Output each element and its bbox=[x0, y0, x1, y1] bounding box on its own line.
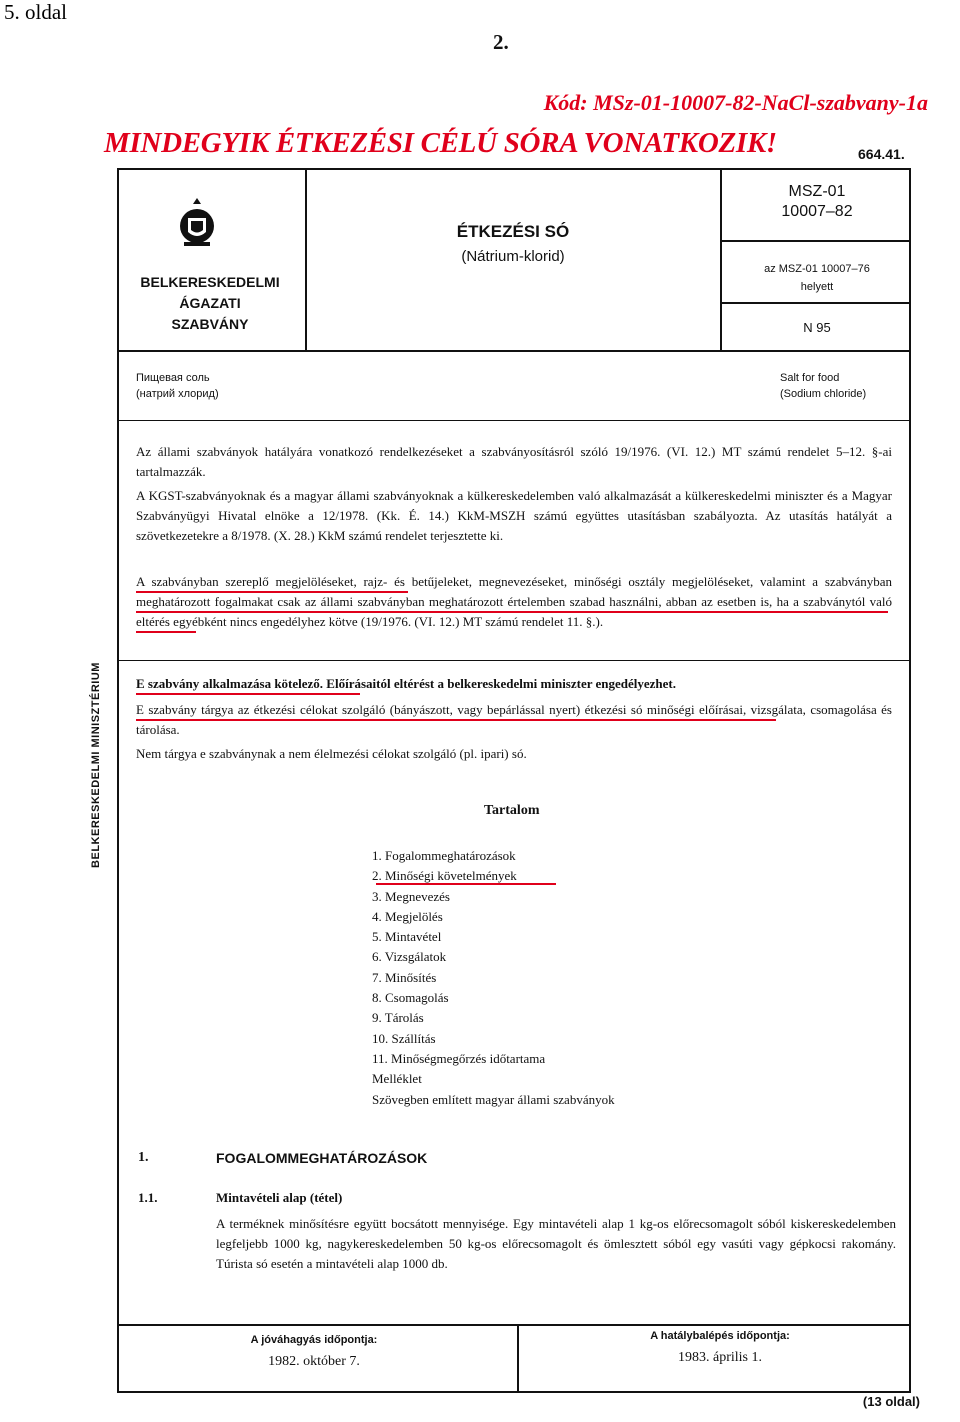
table-of-contents bbox=[372, 846, 615, 1110]
english-title-line-2: (Sodium chloride) bbox=[780, 388, 867, 400]
standard-number-line-1: MSZ-01 bbox=[788, 183, 846, 200]
page-count: (13 oldal) bbox=[862, 1394, 920, 1409]
toc-item: 9. Tárolás bbox=[372, 1010, 424, 1026]
classification-code: N 95 bbox=[803, 320, 831, 335]
header-divider-right bbox=[720, 168, 722, 352]
english-title bbox=[780, 370, 866, 402]
subsection-number: 1.1. bbox=[138, 1190, 158, 1205]
standard-title bbox=[306, 222, 720, 265]
effective-date: 1983. április 1. bbox=[678, 1350, 762, 1365]
title-separator bbox=[117, 420, 911, 421]
toc-item: 7. Minősítés bbox=[372, 969, 437, 985]
red-underline bbox=[136, 693, 360, 695]
replaces-line-2: helyett bbox=[800, 281, 834, 293]
section-title: FOGALOMMEGHATÁROZÁSOK bbox=[216, 1150, 428, 1166]
effective-label: A hatálybalépés időpontja: bbox=[650, 1330, 790, 1342]
red-underline bbox=[136, 591, 408, 593]
title-sub: (Nátrium-klorid) bbox=[461, 248, 565, 265]
toc-item: 2. Minőségi követelmények bbox=[372, 868, 517, 884]
footer-divider bbox=[517, 1324, 519, 1393]
toc-item: 10. Szállítás bbox=[372, 1030, 436, 1046]
toc-item: 6. Vizsgálatok bbox=[372, 949, 447, 965]
issuer-line-1: BELKERESKEDELMI bbox=[140, 274, 280, 290]
toc-item: Melléklet bbox=[372, 1071, 422, 1087]
approval-block bbox=[164, 1334, 464, 1370]
headline: MINDEGYIK ÉTKEZÉSI CÉLÚ SÓRA VONATKOZIK! bbox=[104, 127, 777, 159]
russian-title-line-1: Пищевая соль bbox=[136, 372, 210, 384]
toc-item: 4. Megjelölés bbox=[372, 908, 443, 924]
definition-text: A terméknek minősítésre együtt bocsátott mennyisége. Egy mintavételi alap 1 kg-os előrecsomagolt sóból kiskereskedelemben legfeljebb 1000 kg, nagykereskedelemben 50 kg-os előrecsomagolt és ömlesztett sóból egy vasúti vagy gépkocsi rakomány. Túrista só esetén a mintavételi alap 1000 db. bbox=[216, 1216, 896, 1271]
paragraph-legal-basis: Az állami szabványok hatályára vonatkozó rendelkezéseket a szabványosításról szóló 19/1976. (VI. 12.) MT számú rendelet 5–12. §-ai tartalmazzák. bbox=[136, 444, 892, 479]
header-cell-line-2 bbox=[720, 302, 911, 304]
subsection-title: Mintavételi alap (tétel) bbox=[216, 1190, 343, 1205]
issuer-line-3: SZABVÁNY bbox=[171, 316, 249, 332]
english-title-line-1: Salt for food bbox=[780, 372, 840, 384]
paragraph-designations: A szabványban szereplő megjelöléseket, rajz- és betűjeleket, megnevezéseket, minőségi osztály megjelöléseket, valamint a szabványban meghatározott fogalmakat csak az állami szabványban meghatározott értelemben szabad használni, abban az esetben is, ha a szabványtól való eltérés egyébként nincs engedélyhez kötve (19/1976. (VI. 12.) MT számú rendelet 11. §.). bbox=[136, 574, 892, 629]
toc-item: 8. Csomagolás bbox=[372, 990, 449, 1006]
scope-separator bbox=[117, 660, 911, 661]
ministry-sideband bbox=[84, 640, 108, 890]
paragraph-scope: E szabvány tárgya az étkezési célokat szolgáló (bányászott, vagy bepárlással nyert) étkezési só minőségi előírásai, vizsgálata, csomagolása és tárolása. bbox=[136, 702, 892, 737]
document-code: Kód: MSz-01-10007-82-NaCl-szabvany-1a bbox=[543, 90, 928, 115]
page-label: 5. oldal bbox=[4, 0, 67, 24]
toc-item: Szövegben említett magyar állami szabványok bbox=[372, 1091, 615, 1107]
reference-number: 664.41. bbox=[858, 146, 905, 162]
approval-label: A jóváhagyás időpontja: bbox=[250, 1334, 378, 1346]
paragraph-kgst: A KGST-szabványoknak és a magyar állami szabványoknak a külkereskedelemben való alkalmazását a külkereskedelmi miniszter és a Magyar Szabványügyi Hivatal elnöke a 12/1978. (Kk. É. 14.) KkM-MSZH számú együttes utasításban szabályozta. Az utasítás hatályát a szövetkezetekre a 8/1978. (X. 28.) KkM számú rendelet terjesztette ki. bbox=[136, 488, 892, 543]
red-underline bbox=[136, 611, 888, 613]
replaces-line-1: az MSZ-01 10007–76 bbox=[764, 263, 870, 275]
issuer-block bbox=[124, 272, 296, 335]
paragraph-mandatory: E szabvány alkalmazása kötelező. Előírásaitól eltérést a belkereskedelmi miniszter engedélyezhet. bbox=[136, 676, 677, 691]
issuer-line-2: ÁGAZATI bbox=[179, 295, 241, 311]
standard-number-line-2: 10007–82 bbox=[781, 203, 853, 220]
red-underline bbox=[136, 631, 196, 633]
standard-number bbox=[724, 182, 910, 222]
replaces-note bbox=[724, 260, 910, 296]
coat-of-arms-icon bbox=[178, 196, 216, 250]
toc-item: 1. Fogalommeghatározások bbox=[372, 848, 516, 863]
toc-item: 3. Megnevezés bbox=[372, 888, 450, 904]
russian-title bbox=[136, 370, 219, 402]
toc-item: 11. Minőségmegőrzés időtartama bbox=[372, 1050, 546, 1066]
russian-title-line-2: (натрий хлорид) bbox=[136, 388, 219, 400]
toc-item: 5. Mintavétel bbox=[372, 929, 442, 945]
title-main: ÉTKEZÉSI SÓ bbox=[456, 222, 570, 241]
paragraph-exclusion: Nem tárgya e szabványnak a nem élelmezési célokat szolgáló (pl. ipari) só. bbox=[136, 746, 527, 761]
effective-block bbox=[570, 1330, 870, 1366]
approval-date: 1982. október 7. bbox=[268, 1354, 360, 1369]
header-cell-line-1 bbox=[720, 240, 911, 242]
red-underline bbox=[136, 719, 776, 721]
section-number: 1. bbox=[138, 1150, 149, 1165]
page-number: 2. bbox=[493, 30, 509, 54]
ministry-sideband-text: BELKERESKEDELMI MINISZTÉRIUM bbox=[90, 662, 102, 868]
toc-title: Tartalom bbox=[484, 803, 540, 818]
